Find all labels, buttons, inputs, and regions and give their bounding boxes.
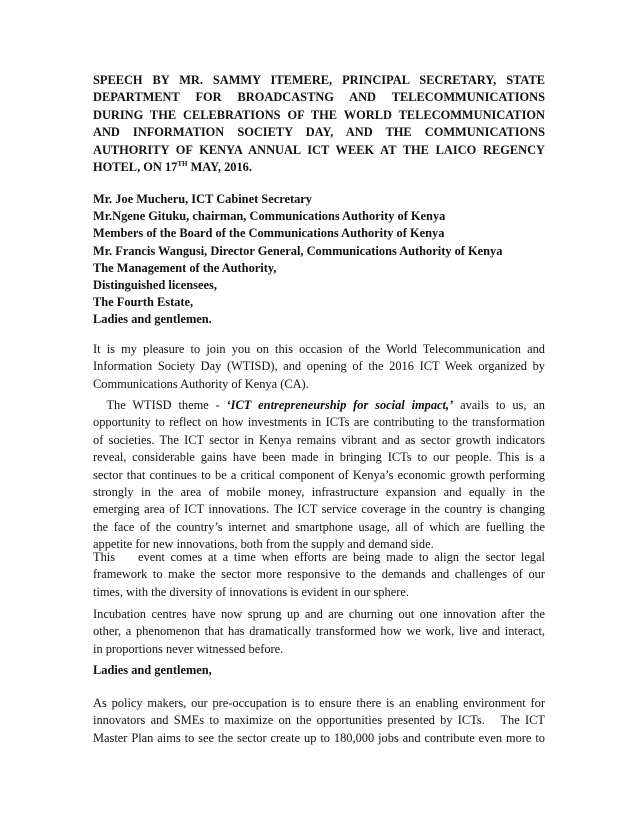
section-heading: Ladies and gentlemen, [93,663,212,677]
salutation-line: Mr. Francis Wangusi, Director General, Communications Authority of Kenya [93,243,503,258]
theme-text: ‘ICT entrepreneurship for social impact,’ [226,398,454,412]
salutation-line: Mr. Joe Mucheru, ICT Cabinet Secretary [93,192,312,206]
salutation-line: Distinguished licensees, [93,278,217,293]
paragraph-line: sector that continues to be a critical component of Kenya’s economic growth performing [93,467,545,482]
paragraph-line: Information Society Day (WTISD), and opening of the 2016 ICT Week organized by [93,359,545,374]
salutation-line: The Management of the Authority, [93,260,277,275]
salutation-line: Ladies and gentlemen. [93,312,212,327]
paragraph-line: Incubation centres have now sprung up and are churning out one innovation after the [93,607,545,621]
paragraph-opening [93,341,545,393]
paragraph-line: It is my pleasure to join you on this occasion of the World Telecommunication and [93,342,545,356]
paragraph-policy [93,695,545,747]
title-date-suffix: MAY, 2016. [187,160,252,175]
paragraph-theme [93,397,545,554]
paragraph-line: other, a phenomenon that has dramatically transformed how we work, live and interact, [93,624,545,639]
title-line: AND INFORMATION SOCIETY DAY, AND THE COMMUNICATIONS [93,125,545,140]
salutation-line: Members of the Board of the Communications Authority of Kenya [93,226,445,241]
title-line: AUTHORITY OF KENYA ANNUAL ICT WEEK AT THE LAICO REGENCY [93,142,545,157]
title-line: DURING THE CELEBRATIONS OF THE WORLD TELECOMMUNICATION [93,107,545,122]
paragraph-line: Master Plan aims to see the sector create up to 180,000 jobs and contribute even more to [93,730,545,745]
paragraph-line: opportunity to reflect on how investments in ICTs are contributing to the transformation [93,415,545,430]
paragraph-line: in proportions never witnessed before. [93,641,284,656]
salutations-list [93,191,545,329]
paragraph-line: of societies. The ICT sector in Kenya remains vibrant and as sector growth indicators [93,432,545,447]
speech-title [93,72,545,176]
theme-prefix: The WTISD theme - [93,398,227,412]
paragraph-incubation [93,606,545,658]
paragraph-line: appetite for new innovations, both from the supply and demand side. [93,537,434,552]
paragraph-line: the face of the country’s internet and smartphone usage, all of which are fuelling the [93,519,545,534]
title-line: DEPARTMENT FOR BROADCASTNG AND TELECOMMUNICATIONS [93,90,545,105]
paragraph-line: times, with the diversity of innovations is evident in our sphere. [93,584,409,599]
paragraph-line: framework to make the sector more responsive to the demands and challenges of our [93,567,545,582]
paragraph-line: This event comes at a time when efforts are being made to align the sector legal [93,550,545,564]
paragraph-line: innovators and SMEs to maximize on the opportunities presented by ICTs. The ICT [93,713,545,728]
paragraph-line: reveal, considerable gains have been made in bringing ICTs to our people. This is a [93,450,545,465]
salutation-line: The Fourth Estate, [93,295,194,310]
paragraph-line: As policy makers, our pre-occupation is to ensure there is an enabling environment for [93,696,545,710]
title-date-prefix: HOTEL, ON 17 [93,160,178,175]
salutation-line: Mr.Ngene Gituku, chairman, Communications Authority of Kenya [93,209,446,224]
paragraph-line: Communications Authority of Kenya (CA). [93,376,309,391]
paragraph-event [93,549,545,601]
paragraph-line: emerging area of ICT innovations. The ICT service coverage in the country is changing [93,502,545,517]
paragraph-line: strongly in the area of mobile money, infrastructure expansion and equally in the [93,485,545,500]
theme-suffix: avails to us, an [453,398,545,412]
paragraph-line-theme [93,397,545,414]
title-line: SPEECH BY MR. SAMMY ITEMERE, PRINCIPAL SECRETARY, STATE [93,73,545,87]
title-date-ordinal: TH [177,159,188,168]
title-line-date [93,159,545,176]
